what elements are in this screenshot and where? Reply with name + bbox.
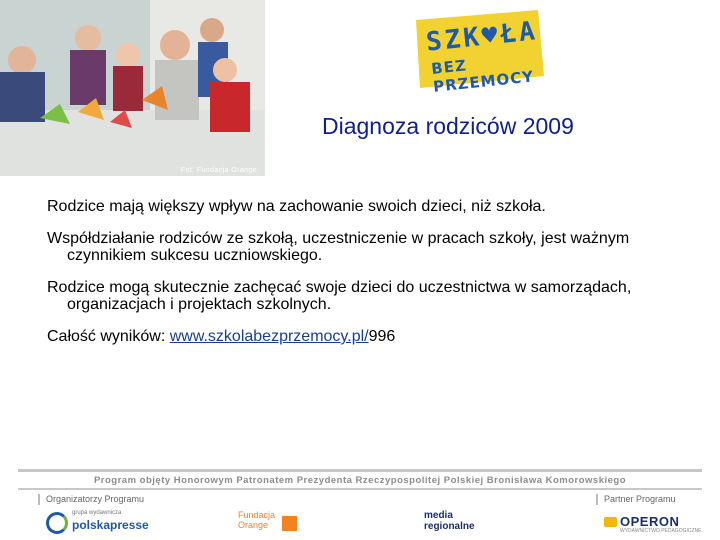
- media-regionalne-name: [424, 510, 475, 532]
- orange-line1: Fundacja: [238, 510, 276, 520]
- footer-divider-top: [18, 469, 702, 472]
- operon-icon: [604, 517, 617, 527]
- logo-line1: SZK♥ŁA: [424, 16, 540, 58]
- polskapresse-tagline: grupa wydawnicza: [72, 510, 122, 516]
- fundacja-orange-logo: [238, 510, 300, 536]
- header-photo: [0, 0, 265, 176]
- classroom-photo-illustration: [0, 0, 265, 176]
- slide-content: [47, 198, 687, 360]
- orange-square-icon: [282, 516, 297, 531]
- orange-name: [238, 510, 275, 530]
- patronage-text: Program objęty Honorowym Patronatem Prezydenta Rzeczypospolitej Polskiej Bronisława Komorowskiego: [93, 475, 627, 486]
- media-line2: regionalne: [424, 521, 475, 532]
- szkola-bez-przemocy-logo: [412, 10, 546, 96]
- photo-credit: Fot. Fundacja Orange: [180, 167, 257, 174]
- partner-label: Partner Programu: [596, 494, 676, 505]
- paragraph-3: Rodzice mogą skutecznie zachęcać swoje dzieci do uczestnictwa w samorządach, organizacjach i projektach szkolnych.: [47, 279, 632, 313]
- orange-line2: Orange: [238, 520, 269, 530]
- organizers-label: Organizatorzy Programu: [38, 494, 144, 505]
- media-line1: media: [424, 510, 453, 521]
- operon-tagline: WYDAWNICTWO PEDAGOGICZNE: [620, 528, 702, 534]
- polskapresse-circle-icon: [46, 512, 68, 534]
- results-line: [47, 328, 687, 345]
- operon-logo: [604, 510, 704, 536]
- paragraph-1: Rodzice mają większy wpływ na zachowanie swoich dzieci, niż szkoła.: [47, 198, 546, 215]
- results-link[interactable]: www.szkolabezprzemocy.pl/: [169, 328, 369, 345]
- paragraph-2: Współdziałanie rodziców ze szkołą, uczestniczenie w pracach szkoły, jest ważnym czynnikiem sukcesu uczniowskiego.: [47, 230, 630, 264]
- operon-name: OPERON: [620, 514, 680, 529]
- footer-divider-bottom: [18, 488, 702, 490]
- slide-title: Diagnoza rodziców 2009: [322, 113, 574, 139]
- logo-line2: BEZ PRZEMOCY: [430, 56, 535, 96]
- polskapresse-name: polskapresse: [72, 518, 149, 532]
- media-regionalne-logo: [424, 510, 494, 536]
- results-label: Całość wyników:: [47, 328, 170, 345]
- polskapresse-logo: [46, 510, 156, 536]
- results-suffix: 996: [368, 328, 396, 345]
